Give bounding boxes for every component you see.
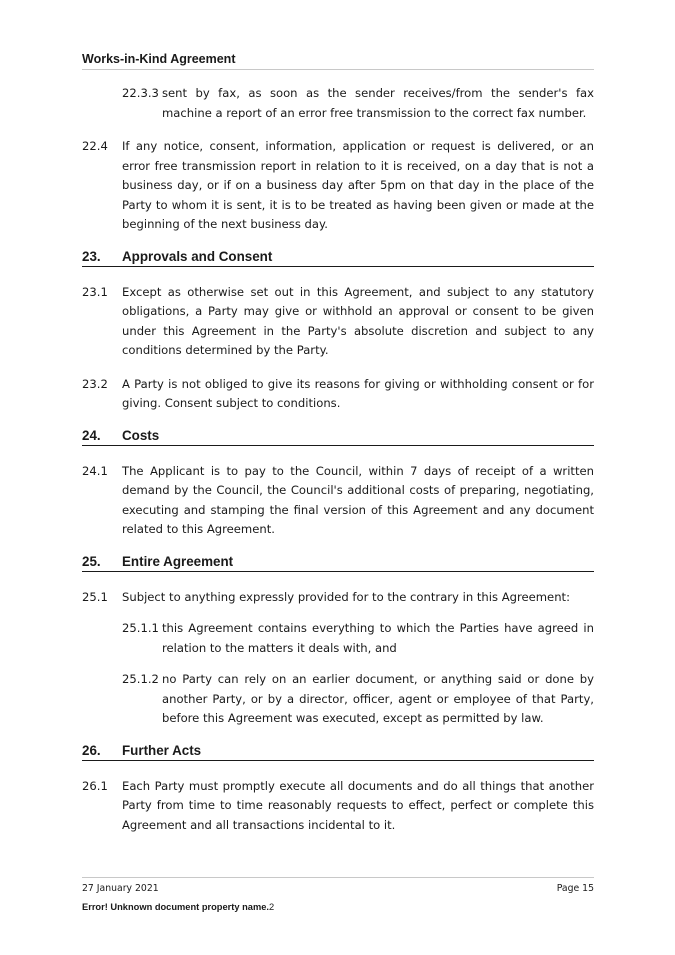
clause-number: 25.1.2	[122, 672, 159, 686]
clause-text: this Agreement contains everything to which the Parties have agreed in relation to the matters it deals with, and	[162, 621, 594, 655]
clause-25-1-1	[82, 619, 594, 658]
clause-22-4	[82, 137, 594, 235]
clause-number: 25.1.1	[122, 621, 159, 635]
clause-text: no Party can rely on an earlier document, or anything said or done by another Party, or by a director, officer, agent or employee of that Party, before this Agreement was executed, except as permitted by law.	[162, 672, 594, 725]
footer-date: 27 January 2021	[82, 883, 159, 894]
clause-number: 23.2	[82, 376, 108, 391]
clause-23-1	[82, 283, 594, 361]
clause-number: 22.4	[82, 139, 108, 153]
section-number: 25.	[82, 553, 101, 569]
footer-field-error	[82, 902, 594, 912]
clause-text: Except as otherwise set out in this Agreement, and subject to any statutory obligations, a Party may give or withhold an approval or consent to be given under this Agreement in the Party's absolute discretion and subject to any conditions determined by the Party.	[122, 284, 594, 357]
clause-number: 25.1	[82, 589, 108, 604]
page-body	[82, 84, 594, 835]
page-footer	[82, 877, 594, 912]
error-text: Error! Unknown document property name.	[82, 902, 269, 912]
section-heading-24	[82, 428, 594, 446]
section-heading-23	[82, 249, 594, 267]
footer-page-number: Page 15	[556, 883, 594, 894]
error-suffix: 2	[269, 902, 275, 912]
clause-text: Subject to anything expressly provided for to the contrary in this Agreement:	[122, 589, 570, 604]
footer-row	[82, 883, 594, 894]
clause-text: A Party is not obliged to give its reasons for giving or withholding consent or for giving. Consent subject to conditions.	[122, 376, 594, 410]
section-number: 24.	[82, 427, 101, 443]
section-number: 26.	[82, 742, 101, 758]
section-title: Costs	[122, 427, 160, 443]
running-header: Works-in-Kind Agreement	[82, 52, 594, 70]
section-title: Further Acts	[122, 742, 202, 758]
clause-25-1	[82, 588, 594, 608]
clause-23-2	[82, 375, 594, 414]
section-heading-25	[82, 554, 594, 572]
clause-22-3-3	[82, 84, 594, 123]
clause-text: If any notice, consent, information, application or request is delivered, or an error free transmission report in relation to it is received, on a day that is not a business day, or if on a business day after 5pm on that day in the place of the Party to whom it is sent, it is to be treated as having been given or made at the beginning of the next business day.	[122, 139, 594, 231]
section-title: Approvals and Consent	[122, 248, 273, 264]
section-title: Entire Agreement	[122, 553, 234, 569]
clause-number: 22.3.3	[122, 86, 159, 100]
section-number: 23.	[82, 248, 101, 264]
clause-24-1	[82, 462, 594, 540]
clause-text: Each Party must promptly execute all documents and do all things that another Party from time to time reasonably requests to effect, perfect or complete this Agreement and all transactions incidental to it.	[122, 778, 594, 832]
clause-text: sent by fax, as soon as the sender receives/from the sender's fax machine a report of an error free transmission to the correct fax number.	[162, 86, 594, 120]
clause-26-1	[82, 777, 594, 836]
clause-number: 23.1	[82, 284, 108, 299]
clause-text: The Applicant is to pay to the Council, within 7 days of receipt of a written demand by the Council, the Council's additional costs of preparing, negotiating, executing and stamping the final version of this Agreement and any document related to this Agreement.	[122, 463, 594, 536]
clause-number: 26.1	[82, 778, 108, 793]
clause-25-1-2	[82, 670, 594, 729]
clause-number: 24.1	[82, 463, 108, 478]
section-heading-26	[82, 743, 594, 761]
